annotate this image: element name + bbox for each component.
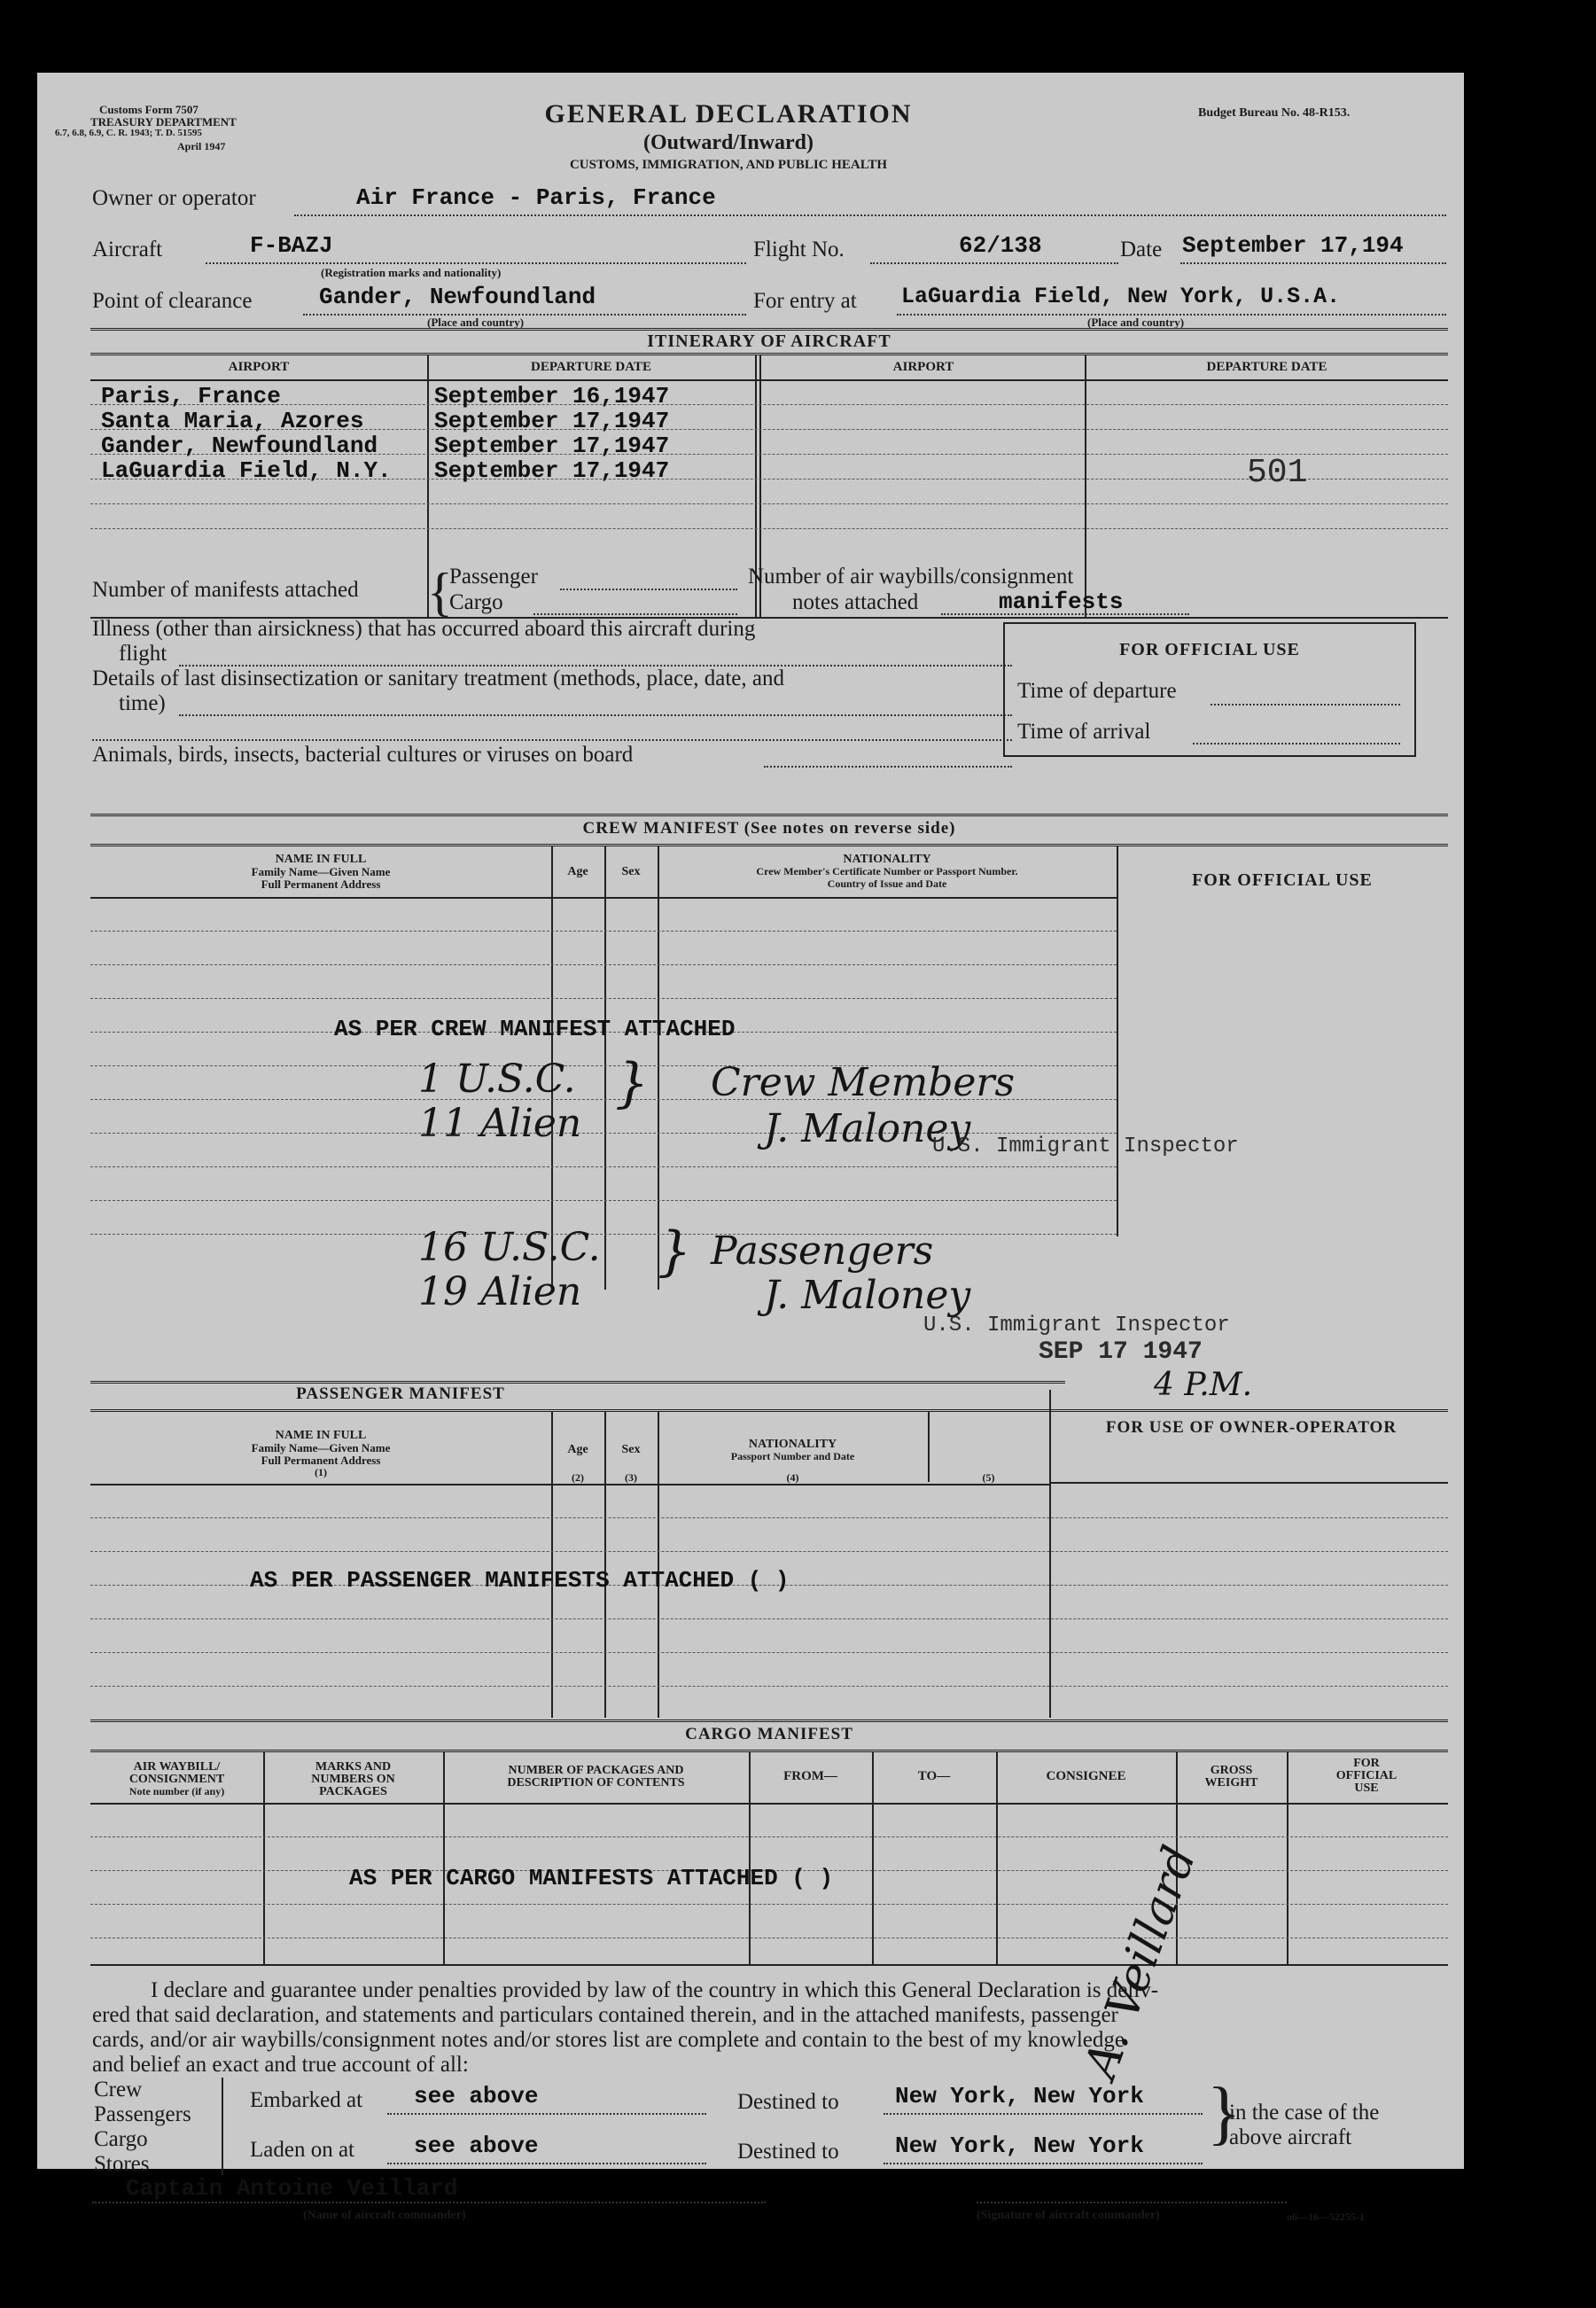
form-agency: CUSTOMS, IMMIGRATION, AND PUBLIC HEALTH xyxy=(569,158,888,172)
declaration-form xyxy=(37,73,1464,2223)
declaration-line-3: cards, and/or air waybills/consignment notes and/or stores list are complete and contain to the best of my knowledge xyxy=(92,2028,1125,2052)
declaration-line-2: ered that said declaration, and statements and particulars contained therein, and in the attached manifests, passenger xyxy=(92,2003,1118,2027)
pax-col-name-2: Family Name—Given Name xyxy=(251,1441,391,1454)
official-use-box xyxy=(1003,622,1416,757)
waybills-value: manifests xyxy=(999,589,1124,615)
time-arrival-label: Time of arrival xyxy=(1017,720,1151,744)
department: TREASURY DEPARTMENT xyxy=(90,115,237,129)
passenger-title: PASSENGER MANIFEST xyxy=(296,1384,505,1403)
pax-col-name-3: Full Permanent Address xyxy=(261,1454,381,1467)
crew-col-nat-1: NATIONALITY xyxy=(843,853,931,866)
owner-label: Owner or operator xyxy=(92,186,256,210)
list-cargo: Cargo xyxy=(94,2127,148,2151)
crew-hand-signature: J. Maloney xyxy=(764,1106,971,1151)
owner-value: Air France - Paris, France xyxy=(356,184,716,211)
brace-right-icon: } xyxy=(1207,2074,1242,2152)
pax-hand-us: 16 U.S.C. xyxy=(418,1225,601,1270)
form-subtitle: (Outward/Inward) xyxy=(642,131,814,154)
signature-caption: (Signature of aircraft commander) xyxy=(977,2209,1160,2222)
cargo-typed-line: AS PER CARGO MANIFESTS ATTACHED ( ) xyxy=(349,1865,834,1891)
pax-inspector-stamp: U.S. Immigrant Inspector xyxy=(923,1314,1230,1337)
crew-col-age: Age xyxy=(567,865,588,878)
crew-col-nat-3: Country of Issue and Date xyxy=(827,877,947,890)
itinerary-title: ITINERARY OF AIRCRAFT xyxy=(647,331,891,351)
pax-col-name-1: NAME IN FULL xyxy=(275,1429,367,1442)
itin-col-departure-2: DEPARTURE DATE xyxy=(1206,360,1327,374)
time-departure-label: Time of departure xyxy=(1017,679,1177,703)
cargo-col1c: Note number (if any) xyxy=(128,1785,225,1797)
pax-col-sex-num: (3) xyxy=(625,1471,637,1484)
cargo-col6: CONSIGNEE xyxy=(1046,1769,1126,1783)
pax-col-name-num: (1) xyxy=(315,1466,327,1478)
manifests-label: Number of manifests attached xyxy=(92,578,359,602)
crew-col-nat-2: Crew Member's Certificate Number or Passport Number. xyxy=(756,865,1018,877)
itin-date-1: September 16,1947 xyxy=(434,383,670,409)
date-value: September 17,194 xyxy=(1182,232,1404,259)
pax-col-age: Age xyxy=(567,1443,588,1456)
cargo-col3a: NUMBER OF PACKAGES AND xyxy=(508,1764,684,1777)
regulation-ref: 6.7, 6.8, 6.9, C. R. 1943; T. D. 51595 xyxy=(55,128,202,138)
destined-value-2: New York, New York xyxy=(895,2133,1144,2159)
destined-label: Destined to xyxy=(737,2090,839,2114)
cargo-col2c: PACKAGES xyxy=(319,1785,387,1798)
budget-bureau: Budget Bureau No. 48-R153. xyxy=(1198,106,1351,120)
cargo-col8c: USE xyxy=(1354,1782,1379,1795)
crew-col-name-1: NAME IN FULL xyxy=(275,853,367,866)
list-stores: Stores xyxy=(94,2152,150,2176)
crew-brace-icon: } xyxy=(615,1052,650,1114)
pax-col-nat-2: Passport Number and Date xyxy=(730,1450,855,1462)
owner-operator-use: FOR USE OF OWNER-OPERATOR xyxy=(1105,1418,1397,1437)
cargo-col7a: GROSS xyxy=(1210,1764,1253,1777)
crew-col-name-2: Family Name—Given Name xyxy=(251,865,391,878)
notes-label: notes attached xyxy=(792,590,919,614)
entry-value: LaGuardia Field, New York, U.S.A. xyxy=(901,284,1341,309)
destined-label-2: Destined to xyxy=(737,2140,839,2164)
clearance-label: Point of clearance xyxy=(92,289,253,313)
declaration-line-4: and belief an exact and true account of all: xyxy=(92,2053,469,2077)
illness-label: Illness (other than airsickness) that has occurred aboard this aircraft during xyxy=(92,617,756,641)
crew-col-name-3: Full Permanent Address xyxy=(261,877,381,891)
crew-col-sex: Sex xyxy=(621,865,641,878)
passenger-manifest-label: Passenger xyxy=(449,565,538,589)
animals-label: Animals, birds, insects, bacterial cultures or viruses on board xyxy=(92,743,634,767)
disinsect-label-2: time) xyxy=(119,691,166,715)
cargo-col8a: FOR xyxy=(1353,1757,1380,1770)
pax-col-5: (5) xyxy=(982,1471,995,1484)
itin-airport-1: Paris, France xyxy=(101,383,281,409)
brace-icon: { xyxy=(427,563,453,621)
case-label-1: in the case of the xyxy=(1229,2101,1380,2125)
official-use-title: FOR OFFICIAL USE xyxy=(1119,640,1300,659)
cargo-col8b: OFFICIAL xyxy=(1335,1769,1397,1782)
itin-airport-3: Gander, Newfoundland xyxy=(101,433,378,459)
itin-date-2: September 17,1947 xyxy=(434,408,670,434)
itin-col-airport-2: AIRPORT xyxy=(892,360,954,374)
disinsect-label: Details of last disinsectization or sanitary treatment (methods, place, date, and xyxy=(92,667,784,690)
commander-signature: A. Veillard xyxy=(1074,1839,1207,2086)
print-code: o6—16—52255-1 xyxy=(1287,2211,1365,2223)
pax-typed-line: AS PER PASSENGER MANIFESTS ATTACHED ( ) xyxy=(250,1567,790,1594)
pax-col-nat-num: (4) xyxy=(786,1471,799,1484)
cargo-col2b: NUMBERS ON xyxy=(311,1773,395,1786)
flight-value: 62/138 xyxy=(959,232,1042,259)
destined-value: New York, New York xyxy=(895,2083,1144,2109)
crew-hand-label: Crew Members xyxy=(711,1060,1016,1105)
cargo-manifest-label: Cargo xyxy=(449,590,503,614)
commander-name: Captain Antoine Veillard xyxy=(126,2175,458,2202)
cargo-col3b: DESCRIPTION OF CONTENTS xyxy=(507,1776,685,1789)
aircraft-value: F-BAZJ xyxy=(250,232,333,259)
pax-col-age-num: (2) xyxy=(572,1471,584,1484)
cargo-col5: TO— xyxy=(917,1769,951,1783)
itin-airport-2: Santa Maria, Azores xyxy=(101,408,364,434)
entry-label: For entry at xyxy=(753,289,857,313)
form-title: GENERAL DECLARATION xyxy=(544,99,913,129)
cargo-title: CARGO MANIFEST xyxy=(685,1725,853,1743)
clearance-value: Gander, Newfoundland xyxy=(319,284,596,310)
crew-hand-alien: 11 Alien xyxy=(418,1101,582,1146)
itin-date-3: September 17,1947 xyxy=(434,433,670,459)
flight-label: Flight No. xyxy=(753,238,845,261)
cargo-col2a: MARKS AND xyxy=(315,1760,392,1774)
crew-hand-us: 1 U.S.C. xyxy=(418,1057,576,1102)
stamp-number: 501 xyxy=(1247,454,1308,492)
itin-airport-4: LaGuardia Field, N.Y. xyxy=(101,457,392,484)
crew-inspector-stamp: U.S. Immigrant Inspector xyxy=(932,1135,1239,1158)
date-label: Date xyxy=(1120,238,1163,261)
form-number: Customs Form 7507 xyxy=(99,103,199,116)
case-label-2: above aircraft xyxy=(1229,2125,1352,2149)
entry-caption: (Place and country) xyxy=(1087,316,1185,329)
laden-label: Laden on at xyxy=(250,2138,355,2162)
pax-hand-alien: 19 Alien xyxy=(418,1269,582,1314)
form-date: April 1947 xyxy=(177,140,226,152)
illness-label-2: flight xyxy=(119,642,167,666)
crew-title: CREW MANIFEST (See notes on reverse side) xyxy=(582,819,956,838)
list-crew: Crew xyxy=(94,2078,143,2101)
date-stamp: SEP 17 1947 xyxy=(1039,1338,1203,1366)
cargo-col1b: CONSIGNMENT xyxy=(128,1773,225,1786)
embarked-value: see above xyxy=(414,2083,539,2109)
declaration-line-1: I declare and guarantee under penalties provided by law of the country in which this General Declaration is deliv- xyxy=(151,1978,1159,2002)
aircraft-label: Aircraft xyxy=(92,238,163,261)
pax-brace-icon: } xyxy=(658,1220,692,1283)
pax-hand-signature: J. Maloney xyxy=(764,1273,971,1318)
itin-col-departure: DEPARTURE DATE xyxy=(530,360,651,374)
laden-value: see above xyxy=(414,2133,539,2159)
aircraft-caption: (Registration marks and nationality) xyxy=(321,266,502,279)
crew-official-use: FOR OFFICIAL USE xyxy=(1192,870,1373,890)
clearance-caption: (Place and country) xyxy=(427,316,525,329)
cargo-col1a: AIR WAYBILL/ xyxy=(133,1760,221,1774)
list-passengers: Passengers xyxy=(94,2102,191,2126)
embarked-label: Embarked at xyxy=(250,2088,363,2112)
hand-time: 4 P.M. xyxy=(1154,1367,1253,1403)
itin-date-4: September 17,1947 xyxy=(434,457,670,484)
cargo-col4: FROM— xyxy=(783,1769,837,1783)
pax-hand-label: Passengers xyxy=(711,1228,934,1274)
itin-col-airport: AIRPORT xyxy=(228,360,290,374)
cargo-col7b: WEIGHT xyxy=(1204,1776,1258,1789)
pax-col-sex: Sex xyxy=(621,1443,641,1456)
pax-col-nat-1: NATIONALITY xyxy=(748,1438,837,1451)
commander-caption: (Name of aircraft commander) xyxy=(303,2209,466,2222)
waybills-label: Number of air waybills/consignment xyxy=(748,565,1074,589)
crew-typed-line: AS PER CREW MANIFEST ATTACHED xyxy=(334,1016,736,1042)
